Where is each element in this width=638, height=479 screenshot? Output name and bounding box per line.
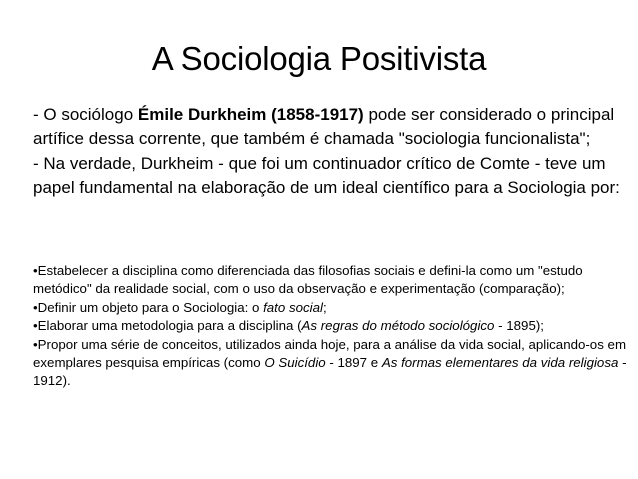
bullet-text: - 1897 e [325,355,382,371]
bullet-italic: O Suicídio [264,355,326,371]
bullet-text: - 1895); [494,318,544,334]
bullet-list [33,262,628,391]
paragraph-1-end: pode ser considerado o principal artífice dessa corrente, que também é chamada "sociologia funcionalista"; [33,105,615,149]
bullet-italic: fato social [263,299,323,315]
paragraph-1-start: - O sociólogo [33,105,138,124]
bullet-text: - 1912). [33,355,627,389]
durkheim-name: Émile Durkheim (1858-1917) [137,105,364,124]
bullet-item [33,299,628,317]
bullet-italic: As regras do método sociológico [301,318,495,334]
paragraph-comte: - Na verdade, Durkheim - que foi um continuador crítico de Comte - teve um papel fundamental na elaboração de um ideal científico para a Sociologia por: [33,153,620,197]
slide-title: A Sociologia Positivista [151,40,487,77]
bullet-text: ; [322,299,327,315]
bullet-text: •Definir um objeto para o Sociologia: o [33,299,264,315]
bullet-item [33,336,628,391]
bullet-italic: As formas elementares da vida religiosa [381,355,619,371]
bullet-text: •Propor uma série de conceitos, utilizados ainda hoje, para a análise da vida social, aplicando-os em exemplares pesquisa empíricas (como [33,336,627,371]
paragraph-durkheim [33,103,623,152]
bullet-text: •Elaborar uma metodologia para a disciplina ( [33,318,302,334]
bullet-item [33,317,628,335]
main-text [33,103,623,200]
bullet-item: •Estabelecer a disciplina como diferenciada das filosofias sociais e defini-la como um "estudo metódico" da realidade social, com o uso da observação e experimentação (comparação); [33,263,583,297]
